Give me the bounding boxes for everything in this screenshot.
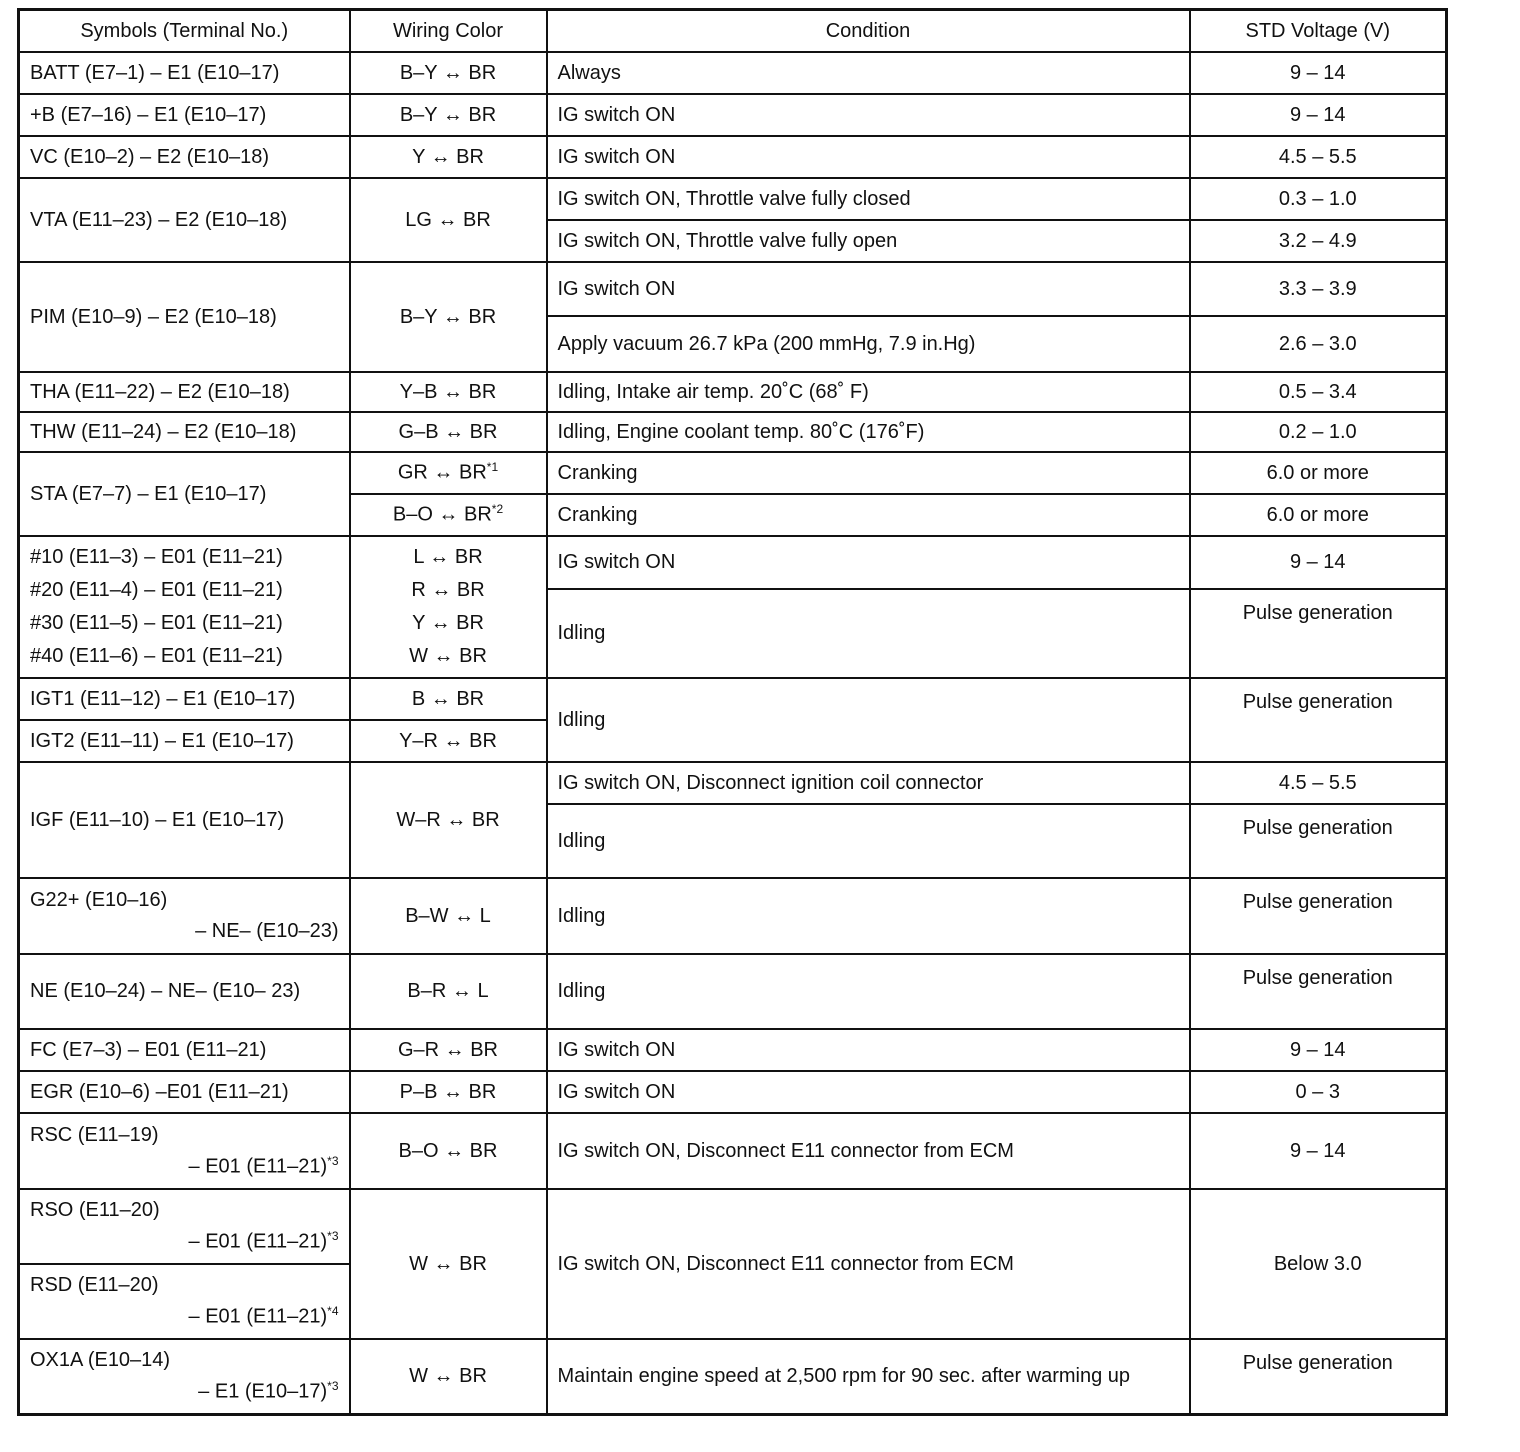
table-row — [19, 452, 1447, 494]
symbol-cell: BATT (E7–1) – E1 (E10–17) — [19, 52, 350, 94]
table-row — [19, 954, 1447, 1029]
symbol-line: #40 (E11–6) – E01 (E11–21) — [30, 645, 283, 667]
condition-cell: Idling — [547, 589, 1190, 678]
symbol-cell: STA (E7–7) – E1 (E10–17) — [19, 452, 350, 536]
symbol-text: – E01 (E11–21) — [188, 1155, 328, 1178]
table-row — [19, 412, 1447, 452]
symbol-line: G22+ (E10–16) — [30, 889, 168, 911]
symbol-line — [30, 1305, 339, 1329]
symbol-cell: THW (E11–24) – E2 (E10–18) — [19, 412, 350, 452]
terminal-voltage-sheet — [17, 8, 1445, 1416]
symbol-cell: NE (E10–24) – NE– (E10– 23) — [19, 954, 350, 1029]
voltage-cell: 6.0 or more — [1190, 494, 1447, 536]
condition-cell: IG switch ON — [547, 1029, 1190, 1071]
voltage-cell: 0.3 – 1.0 — [1190, 178, 1447, 220]
symbol-cell: THA (E11–22) – E2 (E10–18) — [19, 372, 350, 412]
wiring-text: GR ↔ BR — [397, 461, 487, 484]
symbol-text: – E01 (E11–21) — [188, 1230, 328, 1253]
symbol-cell — [19, 1113, 350, 1189]
symbol-cell — [19, 1189, 350, 1264]
symbol-cell: VC (E10–2) – E2 (E10–18) — [19, 136, 350, 178]
wiring-cell: P–B ↔ BR — [350, 1071, 547, 1113]
symbol-cell: IGF (E11–10) – E1 (E10–17) — [19, 762, 350, 878]
voltage-cell: Pulse generation — [1190, 954, 1447, 1029]
condition-cell: IG switch ON — [547, 94, 1190, 136]
voltage-cell: Below 3.0 — [1190, 1189, 1447, 1339]
voltage-cell: 4.5 – 5.5 — [1190, 136, 1447, 178]
condition-cell: Cranking — [547, 494, 1190, 536]
condition-cell: Cranking — [547, 452, 1190, 494]
footnote-marker: *3 — [327, 1153, 339, 1168]
wiring-cell: LG ↔ BR — [350, 178, 547, 262]
symbol-text: – E1 (E10–17) — [198, 1380, 328, 1403]
wiring-line: R ↔ BR — [411, 579, 485, 601]
voltage-cell: Pulse generation — [1190, 678, 1447, 762]
voltage-cell: 3.3 – 3.9 — [1190, 262, 1447, 316]
voltage-cell: 9 – 14 — [1190, 94, 1447, 136]
condition-cell: Maintain engine speed at 2,500 rpm for 90 sec. after warming up — [547, 1339, 1190, 1414]
table-row — [19, 878, 1447, 954]
table-row — [19, 1029, 1447, 1071]
symbol-cell: IGT2 (E11–11) – E1 (E10–17) — [19, 720, 350, 762]
voltage-cell: 9 – 14 — [1190, 1113, 1447, 1189]
wiring-cell: Y–R ↔ BR — [350, 720, 547, 762]
voltage-cell: Pulse generation — [1190, 589, 1447, 678]
wiring-cell: G–R ↔ BR — [350, 1029, 547, 1071]
wiring-cell: W–R ↔ BR — [350, 762, 547, 878]
table-row — [19, 1113, 1447, 1189]
condition-cell: Idling — [547, 954, 1190, 1029]
symbol-cell: +B (E7–16) – E1 (E10–17) — [19, 94, 350, 136]
symbol-line: – NE– (E10–23) — [195, 920, 339, 942]
voltage-cell: 0 – 3 — [1190, 1071, 1447, 1113]
condition-cell: IG switch ON, Throttle valve fully closed — [547, 178, 1190, 220]
header-symbols: Symbols (Terminal No.) — [19, 10, 350, 53]
table-row — [19, 136, 1447, 178]
symbol-line — [30, 1155, 339, 1179]
wiring-cell: W ↔ BR — [350, 1189, 547, 1339]
wiring-cell: B–O ↔ BR — [350, 1113, 547, 1189]
symbol-cell: EGR (E10–6) –E01 (E11–21) — [19, 1071, 350, 1113]
table-row — [19, 1189, 1447, 1264]
wiring-cell: B–W ↔ L — [350, 878, 547, 954]
condition-cell: IG switch ON, Throttle valve fully open — [547, 220, 1190, 262]
symbol-line: RSC (E11–19) — [30, 1123, 159, 1146]
wiring-cell: G–B ↔ BR — [350, 412, 547, 452]
symbol-line: #10 (E11–3) – E01 (E11–21) — [30, 546, 283, 568]
symbol-line: #20 (E11–4) – E01 (E11–21) — [30, 579, 283, 601]
symbol-cell — [19, 1264, 350, 1339]
wiring-cell: B–Y ↔ BR — [350, 262, 547, 372]
voltage-cell: 4.5 – 5.5 — [1190, 762, 1447, 804]
table-row — [19, 536, 1447, 589]
table-row — [19, 262, 1447, 316]
header-row — [19, 10, 1447, 53]
wiring-line: Y ↔ BR — [412, 612, 484, 634]
table-row — [19, 94, 1447, 136]
footnote-marker: *3 — [327, 1378, 339, 1393]
symbol-cell — [19, 1339, 350, 1414]
voltage-cell: 9 – 14 — [1190, 52, 1447, 94]
footnote-marker: *2 — [491, 502, 504, 517]
symbol-cell: IGT1 (E11–12) – E1 (E10–17) — [19, 678, 350, 720]
symbol-cell: PIM (E10–9) – E2 (E10–18) — [19, 262, 350, 372]
header-std-voltage: STD Voltage (V) — [1190, 10, 1447, 53]
injector-wirings-cell — [350, 536, 547, 678]
symbol-line: RSO (E11–20) — [30, 1199, 160, 1222]
symbol-text: – E01 (E11–21) — [188, 1305, 328, 1328]
voltage-cell: 9 – 14 — [1190, 536, 1447, 589]
wiring-cell: B–R ↔ L — [350, 954, 547, 1029]
condition-cell: Idling — [547, 878, 1190, 954]
table-row — [19, 52, 1447, 94]
condition-cell: IG switch ON, Disconnect E11 connector from ECM — [547, 1113, 1190, 1189]
header-condition: Condition — [547, 10, 1190, 53]
wiring-cell: Y ↔ BR — [350, 136, 547, 178]
symbol-line: OX1A (E10–14) — [30, 1348, 171, 1371]
wiring-cell: B ↔ BR — [350, 678, 547, 720]
voltage-cell: 3.2 – 4.9 — [1190, 220, 1447, 262]
symbol-line: #30 (E11–5) – E01 (E11–21) — [30, 612, 283, 634]
wiring-cell — [350, 494, 547, 536]
footnote-marker: *4 — [327, 1304, 339, 1319]
terminal-voltage-table — [17, 8, 1448, 1416]
symbol-cell — [19, 878, 350, 954]
condition-cell: Idling — [547, 678, 1190, 762]
table-row — [19, 178, 1447, 220]
wiring-cell: B–Y ↔ BR — [350, 52, 547, 94]
voltage-cell: 9 – 14 — [1190, 1029, 1447, 1071]
footnote-marker: *3 — [327, 1229, 339, 1244]
voltage-cell: 6.0 or more — [1190, 452, 1447, 494]
condition-cell: Apply vacuum 26.7 kPa (200 mmHg, 7.9 in.Hg) — [547, 316, 1190, 372]
condition-cell: IG switch ON — [547, 262, 1190, 316]
symbol-line — [30, 1230, 339, 1254]
voltage-cell: Pulse generation — [1190, 878, 1447, 954]
voltage-cell: Pulse generation — [1190, 1339, 1447, 1414]
condition-cell: Always — [547, 52, 1190, 94]
condition-cell: IG switch ON, Disconnect ignition coil connector — [547, 762, 1190, 804]
voltage-cell: 0.5 – 3.4 — [1190, 372, 1447, 412]
wiring-line: L ↔ BR — [413, 546, 483, 568]
table-row — [19, 762, 1447, 804]
table-row — [19, 1071, 1447, 1113]
table-row — [19, 1339, 1447, 1414]
wiring-cell: W ↔ BR — [350, 1339, 547, 1414]
condition-cell: Idling — [547, 804, 1190, 878]
table-row — [19, 678, 1447, 720]
symbol-line: RSD (E11–20) — [30, 1274, 159, 1297]
condition-cell: IG switch ON — [547, 136, 1190, 178]
symbol-line — [30, 1380, 339, 1404]
condition-cell: Idling, Intake air temp. 20˚C (68˚ F) — [547, 372, 1190, 412]
symbol-cell: FC (E7–3) – E01 (E11–21) — [19, 1029, 350, 1071]
condition-cell: IG switch ON — [547, 1071, 1190, 1113]
wiring-text: B–O ↔ BR — [392, 503, 492, 526]
wiring-cell — [350, 452, 547, 494]
condition-cell: IG switch ON, Disconnect E11 connector from ECM — [547, 1189, 1190, 1339]
footnote-marker: *1 — [486, 460, 499, 475]
voltage-cell: Pulse generation — [1190, 804, 1447, 878]
wiring-line: W ↔ BR — [409, 645, 487, 667]
header-wiring-color: Wiring Color — [350, 10, 547, 53]
condition-cell: IG switch ON — [547, 536, 1190, 589]
wiring-cell: Y–B ↔ BR — [350, 372, 547, 412]
injector-symbols-cell — [19, 536, 350, 678]
voltage-cell: 0.2 – 1.0 — [1190, 412, 1447, 452]
table-row — [19, 372, 1447, 412]
voltage-cell: 2.6 – 3.0 — [1190, 316, 1447, 372]
symbol-cell: VTA (E11–23) – E2 (E10–18) — [19, 178, 350, 262]
condition-cell: Idling, Engine coolant temp. 80˚C (176˚F) — [547, 412, 1190, 452]
wiring-cell: B–Y ↔ BR — [350, 94, 547, 136]
